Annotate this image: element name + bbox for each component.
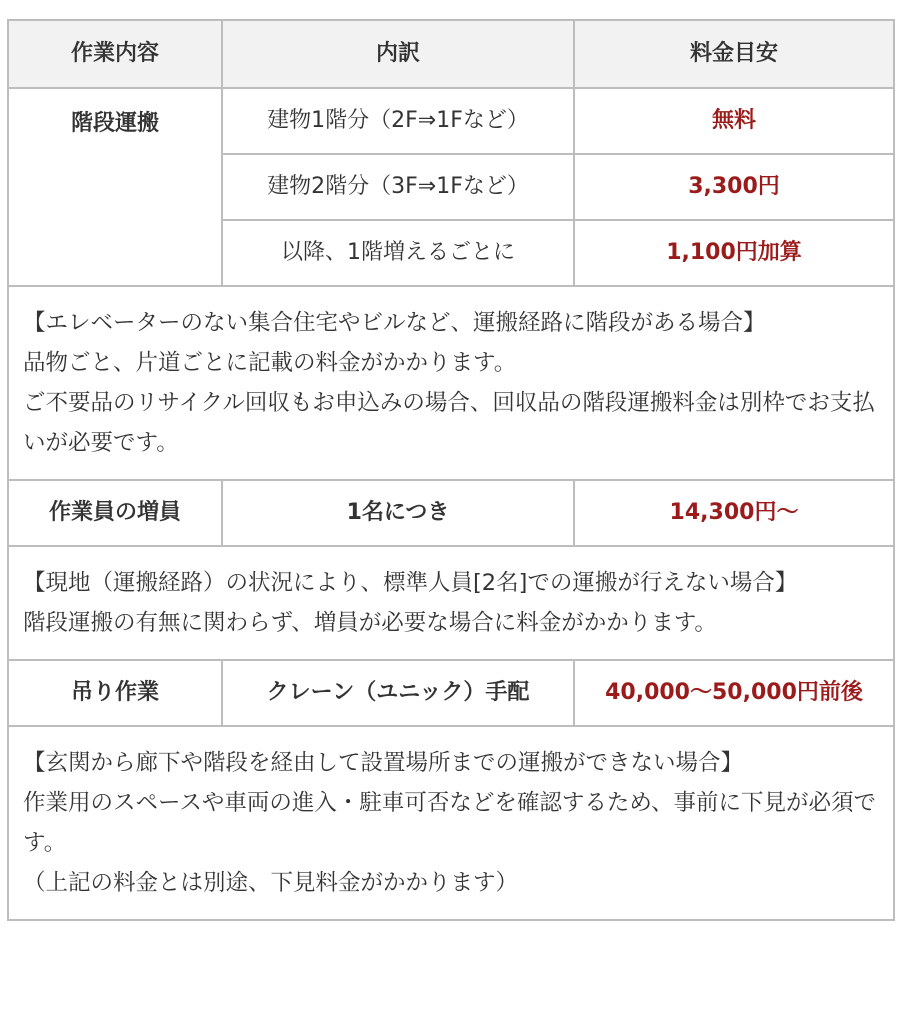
staff-label: 作業員の増員 [8, 480, 222, 546]
staff-price: 14,300円〜 [574, 480, 894, 546]
hoist-note-line-3: （上記の料金とは別途、下見料金がかかります） [23, 870, 519, 896]
stairs-note-line-2: 品物ごと、片道ごとに記載の料金がかかります。 [23, 350, 517, 376]
hoist-note-line-1: 【玄関から廊下や階段を経由して設置場所までの運搬ができない場合】 [23, 750, 744, 776]
staff-detail: 1名につき [222, 480, 574, 546]
stairs-detail-1: 建物1階分（2F⇒1Fなど） [222, 88, 574, 154]
fee-table [7, 19, 895, 921]
stairs-note-row [8, 286, 894, 480]
stairs-detail-3: 以降、1階増えるごとに [222, 220, 574, 286]
hoist-price: 40,000〜50,000円前後 [574, 660, 894, 726]
hoist-note-line-2: 作業用のスペースや車両の進入・駐車可否などを確認するため、事前に下見が必須です。 [23, 790, 876, 856]
table-row [8, 480, 894, 546]
header-work-content: 作業内容 [8, 20, 222, 88]
hoist-note [8, 726, 894, 920]
staff-note-line-1: 【現地（運搬経路）の状況により、標準人員[2名]での運搬が行えない場合】 [23, 570, 798, 596]
header-price-estimate: 料金目安 [574, 20, 894, 88]
staff-note [8, 546, 894, 660]
hoist-label: 吊り作業 [8, 660, 222, 726]
table-row [8, 660, 894, 726]
fee-table-container [7, 19, 893, 921]
stairs-price-3: 1,100円加算 [574, 220, 894, 286]
stairs-note-line-3: ご不要品のリサイクル回収もお申込みの場合、回収品の階段運搬料金は別枠でお支払いが必要です。 [23, 390, 875, 456]
stairs-label: 階段運搬 [8, 88, 222, 286]
stairs-note-line-1: 【エレベーターのない集合住宅やビルなど、運搬経路に階段がある場合】 [23, 310, 766, 336]
stairs-price-2: 3,300円 [574, 154, 894, 220]
header-breakdown: 内訳 [222, 20, 574, 88]
hoist-note-row [8, 726, 894, 920]
stairs-detail-2: 建物2階分（3F⇒1Fなど） [222, 154, 574, 220]
staff-note-line-2: 階段運搬の有無に関わらず、増員が必要な場合に料金がかかります。 [23, 610, 717, 636]
staff-note-row [8, 546, 894, 660]
hoist-detail: クレーン（ユニック）手配 [222, 660, 574, 726]
stairs-price-1: 無料 [574, 88, 894, 154]
stairs-note [8, 286, 894, 480]
table-header-row [8, 20, 894, 88]
table-row [8, 88, 894, 154]
